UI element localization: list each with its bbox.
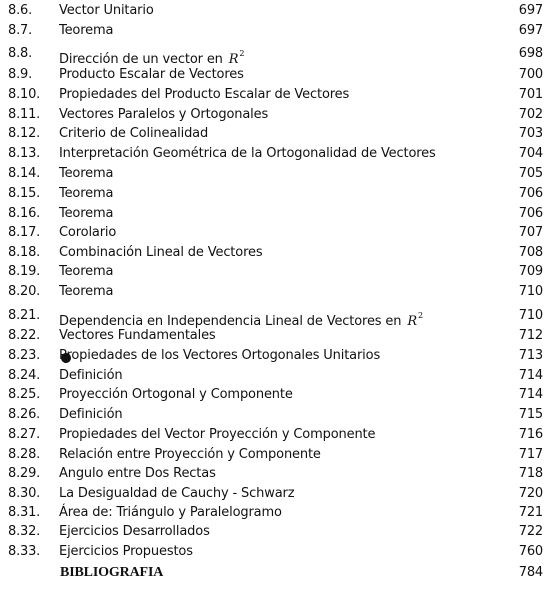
entry-page-number: 704 (518, 146, 543, 161)
entry-title (59, 1, 154, 20)
toc-entry (0, 21, 551, 40)
entry-page-number: 718 (518, 466, 543, 481)
entry-number: 8.15. (8, 186, 41, 201)
entry-number: 8.10. (8, 87, 41, 102)
entry-page-number: 701 (518, 87, 543, 102)
entry-title-text: Interpretación Geométrica de la Ortogonalidad de Vectores (59, 146, 436, 161)
toc-entry (0, 503, 551, 522)
entry-title (59, 522, 210, 541)
entry-number: 8.30. (8, 486, 41, 501)
entry-title (59, 21, 113, 40)
entry-page-number: 760 (518, 544, 543, 559)
entry-page-number: 706 (518, 186, 543, 201)
entry-title-text: Teorema (59, 206, 114, 221)
toc-entry (0, 326, 551, 345)
entry-title (59, 124, 208, 143)
toc-entry (0, 464, 551, 483)
entry-title-text: Ejercicios Desarrollados (59, 524, 210, 539)
entry-page-number: 710 (518, 284, 543, 299)
toc-entry (0, 262, 551, 281)
entry-number: 8.18. (8, 245, 41, 260)
entry-title-text: Teorema (59, 166, 114, 181)
toc-entry (0, 445, 551, 464)
entry-number: 8.13. (8, 146, 41, 161)
entry-title-text: Vectores Fundamentales (59, 328, 216, 343)
entry-page-number: 698 (518, 46, 543, 61)
toc-entry (0, 425, 551, 444)
entry-number: 8.32. (8, 524, 41, 539)
entry-title-text: Teorema (59, 264, 114, 279)
entry-number: 8.6. (8, 3, 33, 18)
entry-title (59, 262, 113, 281)
toc-entry (0, 366, 551, 385)
entry-title (59, 164, 113, 183)
toc-entry (0, 306, 551, 329)
entry-number: 8.33. (8, 544, 41, 559)
entry-title-text: Definición (59, 407, 123, 422)
entry-title-text: La Desigualdad de Cauchy - Schwarz (59, 486, 295, 501)
entry-title (59, 346, 380, 365)
math-base: R (407, 314, 417, 329)
entry-page-number: 707 (518, 225, 543, 240)
math-exponent: 2 (417, 311, 423, 320)
entry-title (59, 484, 294, 503)
entry-number: 8.23. (8, 348, 41, 363)
entry-title-text: Área de: Triángulo y Paralelogramo (59, 505, 282, 520)
entry-title (59, 105, 268, 124)
entry-page-number: 713 (518, 348, 543, 363)
entry-title (59, 425, 375, 444)
entry-page-number: 710 (518, 308, 543, 323)
entry-title-text: Definición (59, 368, 123, 383)
entry-number: 8.7. (8, 23, 33, 38)
entry-page-number: 709 (518, 264, 543, 279)
entry-page-number: 697 (518, 23, 543, 38)
entry-title-text: Teorema (59, 23, 114, 38)
entry-number: 8.20. (8, 284, 41, 299)
entry-title-text: Producto Escalar de Vectores (59, 67, 244, 82)
entry-title (59, 542, 193, 561)
entry-page-number: 784 (518, 565, 543, 580)
entry-number: 8.19. (8, 264, 41, 279)
entry-title-text: Vectores Paralelos y Ortogonales (59, 107, 269, 122)
toc-entry (0, 522, 551, 541)
math-exponent: 2 (239, 49, 245, 58)
entry-page-number: 717 (518, 447, 543, 462)
toc-entry (0, 346, 551, 365)
toc-entry (0, 542, 551, 561)
toc-entry (0, 105, 551, 124)
entry-title (59, 144, 436, 163)
entry-title (59, 445, 321, 464)
toc-entry (0, 184, 551, 203)
entry-number: 8.27. (8, 427, 41, 442)
math-base: R (228, 52, 239, 67)
entry-title (59, 385, 293, 404)
entry-title (59, 405, 123, 424)
entry-number: 8.26. (8, 407, 41, 422)
entry-title-text: Angulo entre Dos Rectas (59, 466, 216, 481)
toc-entry (0, 282, 551, 301)
entry-number: 8.29. (8, 466, 41, 481)
entry-title (59, 503, 282, 522)
entry-page-number: 714 (518, 368, 543, 383)
entry-title (59, 65, 244, 84)
entry-title-text: Dirección de un vector en (59, 52, 223, 67)
toc-entry (0, 223, 551, 242)
toc-entry (0, 405, 551, 424)
entry-page-number: 697 (518, 3, 543, 18)
entry-page-number: 714 (518, 387, 543, 402)
entry-title-text: Propiedades del Vector Proyección y Componente (59, 427, 376, 442)
toc-entry (0, 1, 551, 20)
entry-number: 8.22. (8, 328, 41, 343)
entry-title-text: Teorema (59, 186, 114, 201)
entry-page-number: 705 (518, 166, 543, 181)
toc-entry (0, 204, 551, 223)
toc-entry (0, 385, 551, 404)
entry-page-number: 720 (518, 486, 543, 501)
entry-number: 8.21. (8, 308, 41, 323)
entry-title-text: Propiedades del Producto Escalar de Vectores (59, 87, 350, 102)
entry-page-number: 712 (518, 328, 543, 343)
toc-entry (0, 164, 551, 183)
entry-title-text: Combinación Lineal de Vectores (59, 245, 263, 260)
entry-title-text: Dependencia en Independencia Lineal de Vectores en (59, 314, 402, 329)
entry-page-number: 722 (518, 524, 543, 539)
entry-title-text: Ejercicios Propuestos (59, 544, 193, 559)
entry-title (60, 563, 163, 582)
entry-number: 8.12. (8, 126, 41, 141)
entry-title (59, 184, 113, 203)
toc-entry (0, 243, 551, 262)
toc-entry (0, 563, 551, 582)
entry-page-number: 706 (518, 206, 543, 221)
entry-title (59, 464, 216, 483)
toc-entry (0, 484, 551, 503)
entry-title-text: Corolario (59, 225, 117, 240)
entry-page-number: 700 (518, 67, 543, 82)
entry-page-number: 716 (518, 427, 543, 442)
entry-title (59, 243, 262, 262)
entry-title (59, 85, 349, 104)
entry-title-text: BIBLIOGRAFIA (60, 565, 164, 580)
toc-entry (0, 65, 551, 84)
entry-number: 8.24. (8, 368, 41, 383)
entry-number: 8.8. (8, 46, 33, 61)
entry-title (59, 282, 113, 301)
toc-entry (0, 124, 551, 143)
entry-page-number: 721 (518, 505, 543, 520)
entry-number: 8.16. (8, 206, 41, 221)
entry-number: 8.14. (8, 166, 41, 181)
entry-page-number: 703 (518, 126, 543, 141)
entry-title-text: Teorema (59, 284, 114, 299)
entry-number: 8.11. (8, 107, 41, 122)
entry-page-number: 708 (518, 245, 543, 260)
entry-title (59, 366, 123, 385)
toc-entry (0, 144, 551, 163)
toc-entry (0, 85, 551, 104)
entry-title-text: Relación entre Proyección y Componente (59, 447, 321, 462)
entry-title-text: Vector Unitario (59, 3, 154, 18)
entry-number: 8.9. (8, 67, 33, 82)
toc-entry (0, 44, 551, 67)
entry-page-number: 715 (518, 407, 543, 422)
entry-title (59, 223, 116, 242)
entry-title (59, 326, 216, 345)
entry-title-text: Proyección Ortogonal y Componente (59, 387, 293, 402)
entry-page-number: 702 (518, 107, 543, 122)
entry-number: 8.25. (8, 387, 41, 402)
entry-number: 8.31. (8, 505, 41, 520)
entry-title (59, 204, 113, 223)
entry-title-text: Propiedades de los Vectores Ortogonales Unitarios (59, 348, 381, 363)
entry-number: 8.17. (8, 225, 41, 240)
entry-title-text: Criterio de Colinealidad (59, 126, 209, 141)
entry-number: 8.28. (8, 447, 41, 462)
